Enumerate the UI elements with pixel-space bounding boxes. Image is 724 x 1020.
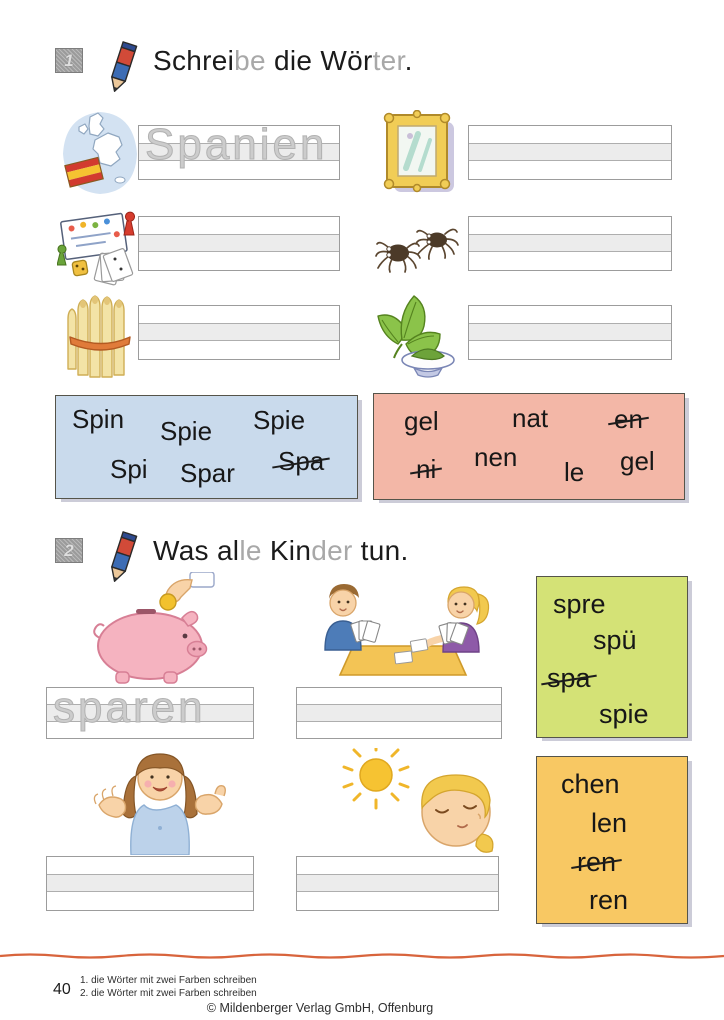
exercise2-header bbox=[55, 530, 409, 576]
girl-speaking-illustration bbox=[85, 742, 235, 855]
box-word-struck: ren bbox=[577, 847, 617, 877]
box-word: Spie bbox=[253, 405, 306, 435]
box-word: nen bbox=[474, 442, 518, 472]
spinach-illustration bbox=[372, 288, 464, 382]
box-word: Spin bbox=[72, 404, 125, 434]
children-playing-cards-illustration bbox=[295, 578, 510, 685]
pencil-icon bbox=[105, 40, 139, 86]
box-word: spre bbox=[553, 589, 606, 619]
box-word: le bbox=[564, 457, 585, 487]
mirror-illustration bbox=[378, 110, 463, 200]
pencil-icon bbox=[105, 530, 139, 576]
writing-lines-spiegel[interactable] bbox=[468, 125, 672, 180]
exercise1-title: Schreibe die Wörter. bbox=[153, 45, 413, 76]
spain-map-illustration bbox=[60, 110, 140, 196]
exercise2-number-badge: 2 bbox=[55, 538, 83, 563]
box-word-struck: spa bbox=[547, 663, 591, 693]
sun-child-illustration bbox=[330, 748, 510, 856]
trace-word-sparen: sparen bbox=[53, 683, 206, 732]
box-word: len bbox=[591, 808, 628, 838]
box-word: ren bbox=[589, 885, 629, 915]
writing-lines-sprechen[interactable] bbox=[46, 856, 254, 911]
asparagus-illustration bbox=[66, 293, 138, 381]
footer-rule bbox=[0, 948, 724, 958]
box-word-struck: en bbox=[614, 404, 643, 434]
page-number: 40 bbox=[53, 981, 71, 998]
writing-lines-spinnen[interactable] bbox=[468, 216, 672, 271]
box-word: Spie bbox=[160, 416, 213, 446]
word-endings-box bbox=[373, 393, 685, 500]
box-word: spie bbox=[599, 699, 649, 729]
suffix-box-yellow bbox=[536, 756, 688, 924]
exercise2-title: Was alle Kinder tun. bbox=[153, 535, 409, 566]
copyright: © Mildenberger Verlag GmbH, Offenburg bbox=[206, 1001, 434, 1015]
box-word: Spi bbox=[110, 454, 148, 484]
spiders-illustration bbox=[375, 214, 463, 278]
writing-lines-spiele[interactable] bbox=[138, 216, 340, 271]
footnote-2: 2. die Wörter mit zwei Farben schreiben bbox=[80, 987, 257, 999]
box-word: nat bbox=[512, 403, 549, 433]
prefix-box-green bbox=[536, 576, 688, 738]
trace-word-spanien: Spanien bbox=[145, 120, 328, 169]
writing-lines-sparen[interactable] bbox=[46, 683, 254, 739]
footnotes bbox=[80, 975, 257, 1000]
footnote-1: 1. die Wörter mit zwei Farben schreiben bbox=[80, 975, 257, 986]
exercise1-number-badge: 1 bbox=[55, 48, 83, 73]
writing-lines-spanien[interactable] bbox=[138, 120, 340, 180]
piggy-bank-illustration bbox=[88, 572, 238, 684]
writing-lines-spueren[interactable] bbox=[296, 856, 499, 911]
word-beginnings-box bbox=[55, 395, 358, 499]
writing-lines-spinat[interactable] bbox=[468, 305, 672, 360]
box-word: Spar bbox=[180, 458, 235, 488]
exercise1-header bbox=[55, 40, 413, 86]
box-word: chen bbox=[561, 769, 620, 799]
writing-lines-spielen[interactable] bbox=[296, 687, 502, 739]
box-word-struck: Spa bbox=[278, 446, 325, 476]
board-game-illustration bbox=[57, 207, 139, 287]
box-word-struck: ni bbox=[416, 454, 437, 484]
box-word: spü bbox=[593, 625, 637, 655]
box-word: gel bbox=[620, 446, 655, 476]
writing-lines-spargel[interactable] bbox=[138, 305, 340, 360]
box-word: gel bbox=[404, 406, 439, 436]
